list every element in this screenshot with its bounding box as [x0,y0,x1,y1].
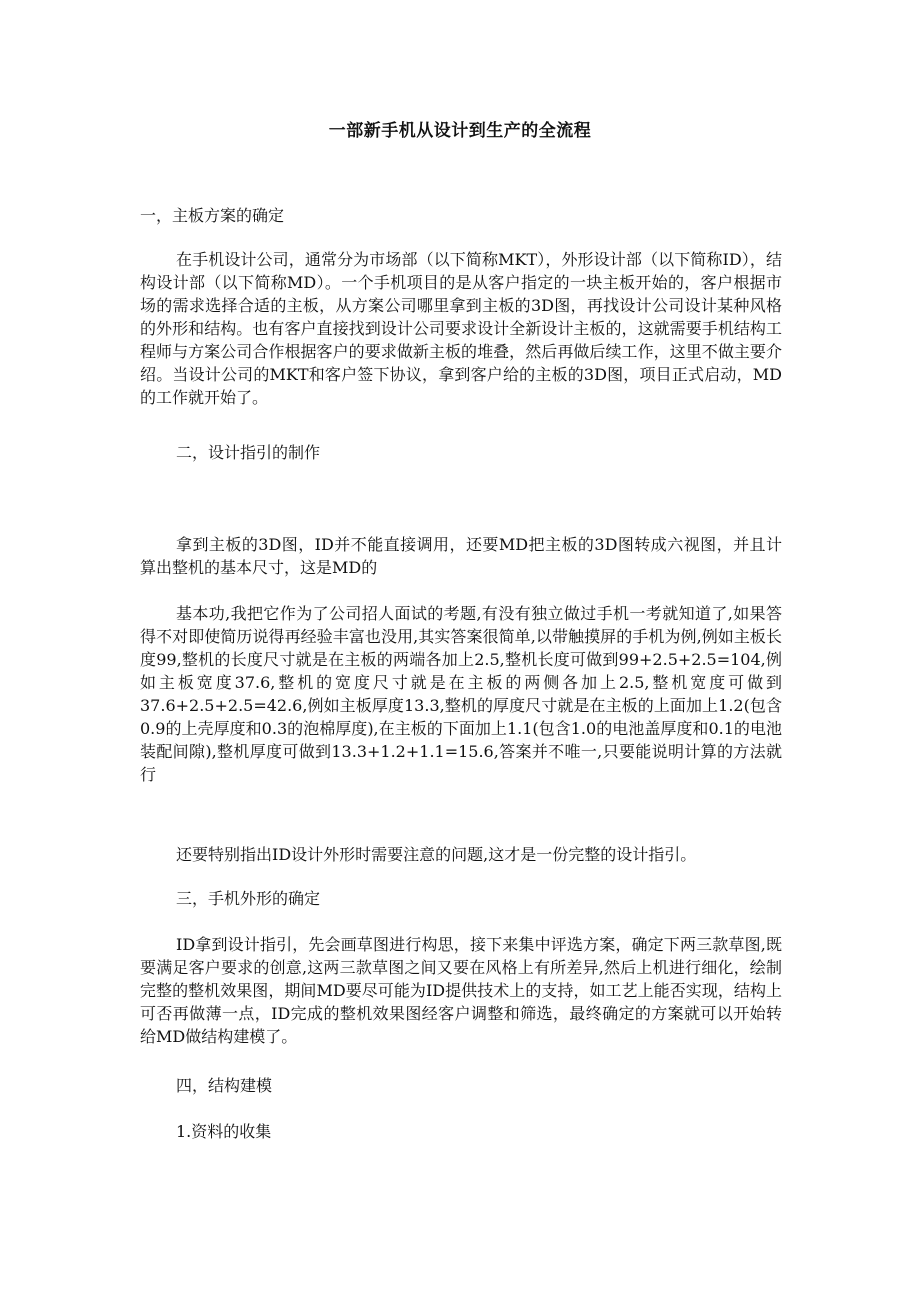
section-2-paragraph-3: 还要特别指出ID设计外形时需要注意的问题,这才是一份完整的设计指引。 [176,845,697,864]
section-3-heading: 三，手机外形的确定 [176,889,321,908]
section-4-subheading-1: 1.资料的收集 [176,1122,272,1141]
section-1-paragraph: 在手机设计公司，通常分为市场部（以下简称MKT），外形设计部（以下简称ID），结构设计部（以下简称MD）。一个手机项目的是从客户指定的一块主板开始的，客户根据市场的需求选择合适的主板，从方案公司哪里拿到主板的3D图，再找设计公司设计某种风格的外形和结构。也有客户直接找到设计公司要求设计全新设计主板的，这就需要手机结构工程师与方案公司合作根据客户的要求做新主板的堆叠，然后再做后续工作，这里不做主要介绍。当设计公司的MKT和客户签下协议，拿到客户给的主板的3D图，项目正式启动，MD的工作就开始了。 [140,250,782,407]
section-1-heading: 一，主板方案的确定 [140,206,285,225]
document-title: 一部新手机从设计到生产的全流程 [328,121,592,141]
section-2-heading: 二，设计指引的制作 [176,443,321,462]
section-4-heading: 四，结构建模 [176,1076,273,1095]
section-3-paragraph: ID拿到设计指引，先会画草图进行构思，接下来集中评选方案，确定下两三款草图,既要满足客户要求的创意,这两三款草图之间又要在风格上有所差异,然后上机进行细化，绘制完整的整机效果图，期间MD要尽可能为ID提供技术上的支持，如工艺上能否实现，结构上可否再做薄一点，ID完成的整机效果图经客户调整和筛选，最终确定的方案就可以开始转给MD做结构建模了。 [140,935,782,1046]
section-2-paragraph-2: 基本功,我把它作为了公司招人面试的考题,有没有独立做过手机一考就知道了,如果答得不对即使简历说得再经验丰富也没用,其实答案很简单,以带触摸屏的手机为例,例如主板长度99,整机的长度尺寸就是在主板的两端各加上2.5,整机长度可做到99+2.5+2.5=104,例如主板宽度37.6,整机的宽度尺寸就是在主板的两侧各加上2.5,整机宽度可做到37.6+2.5+2.5=42.6,例如主板厚度13.3,整机的厚度尺寸就是在主板的上面加上1.2(包含0.9的上壳厚度和0.3的泡棉厚度),在主板的下面加上1.1(包含1.0的电池盖厚度和0.1的电池装配间隙),整机厚度可做到13.3+1.2+1.1=15.6,答案并不唯一,只要能说明计算的方法就行 [140,604,782,784]
section-2-paragraph-1: 拿到主板的3D图，ID并不能直接调用，还要MD把主板的3D图转成六视图，并且计算出整机的基本尺寸，这是MD的 [140,535,782,577]
